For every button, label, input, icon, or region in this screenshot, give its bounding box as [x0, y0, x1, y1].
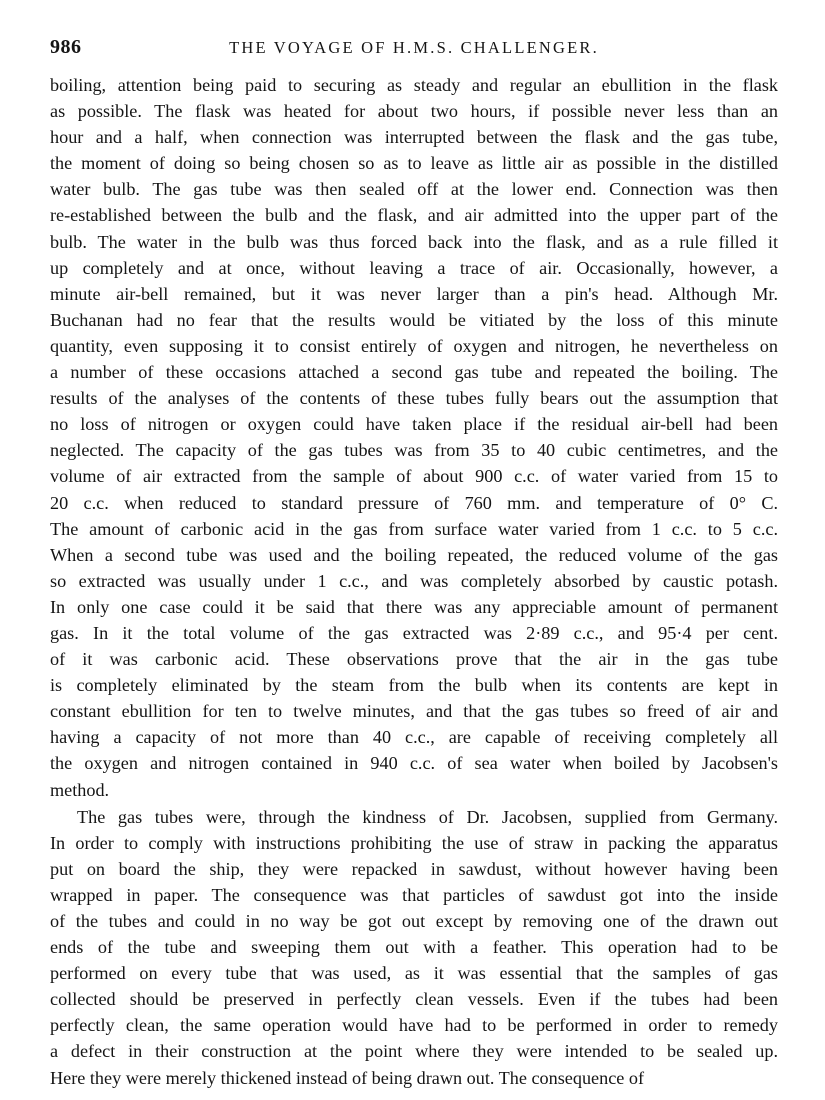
text-line: In order to comply with instructions prohibiting the use of straw in packing the apparatus	[50, 832, 778, 853]
text-line: When a second tube was used and the boiling repeated, the reduced volume of the gas	[50, 544, 778, 565]
text-line: water bulb. The gas tube was then sealed off at the lower end. Connection was then	[50, 179, 778, 200]
text-line: perfectly clean, the same operation would have had to be performed in order to remedy	[50, 1015, 778, 1036]
text-line: a defect in their construction at the point where they were intended to be sealed up.	[50, 1041, 778, 1062]
text-line: collected should be preserved in perfectly clean vessels. Even if the tubes had been	[50, 989, 778, 1010]
text-line: re-established between the bulb and the flask, and air admitted into the upper part of the	[50, 205, 778, 226]
text-line: Here they were merely thickened instead of being drawn out. The consequence of	[50, 1067, 645, 1088]
text-line: so extracted was usually under 1 c.c., and was completely absorbed by caustic potash.	[50, 570, 778, 591]
text-line: Buchanan had no fear that the results would be vitiated by the loss of this minute	[50, 309, 778, 330]
running-head	[50, 36, 778, 60]
text-line: of it was carbonic acid. These observations prove that the air in the gas tube	[50, 649, 778, 670]
text-line: performed on every tube that was used, as it was essential that the samples of gas	[50, 963, 778, 984]
text-line: is completely eliminated by the steam from the bulb when its contents are kept in	[50, 675, 778, 696]
text-line: no loss of nitrogen or oxygen could have taken place if the residual air-bell had been	[50, 414, 778, 435]
text-line: wrapped in paper. The consequence was that particles of sawdust got into the inside	[50, 884, 778, 905]
text-line: 20 c.c. when reduced to standard pressure of 760 mm. and temperature of 0° C.	[50, 492, 778, 513]
text-line: gas. In it the total volume of the gas extracted was 2·89 c.c., and 95·4 per cent.	[50, 622, 778, 643]
text-line: up completely and at once, without leaving a trace of air. Occasionally, however, a	[50, 257, 778, 278]
text-line: the oxygen and nitrogen contained in 940 c.c. of sea water when boiled by Jacobsen's	[50, 753, 778, 774]
text-line: put on board the ship, they were repacked in sawdust, without however having been	[50, 858, 778, 879]
text-line: volume of air extracted from the sample of about 900 c.c. of water varied from 15 to	[50, 466, 778, 487]
text-line: bulb. The water in the bulb was thus forced back into the flask, and as a rule filled it	[50, 231, 778, 252]
text-line: constant ebullition for ten to twelve minutes, and that the gas tubes so freed of air and	[50, 701, 778, 722]
text-line: hour and a half, when connection was interrupted between the flask and the gas tube,	[50, 127, 778, 148]
text-line: The amount of carbonic acid in the gas from surface water varied from 1 c.c. to 5 c.c.	[50, 518, 778, 539]
text-line: boiling, attention being paid to securing as steady and regular an ebullition in the flask	[50, 75, 778, 95]
text-line: having a capacity of not more than 40 c.c., are capable of receiving completely all	[50, 727, 778, 748]
text-line: minute air-bell remained, but it was never larger than a pin's head. Although Mr.	[50, 283, 778, 304]
text-line: quantity, even supposing it to consist entirely of oxygen and nitrogen, he nevertheless on	[50, 335, 778, 356]
text-line: results of the analyses of the contents of these tubes fully bears out the assumption that	[50, 388, 778, 409]
text-line: as possible. The flask was heated for about two hours, if possible never less than an	[50, 101, 778, 122]
body-text	[50, 72, 778, 1091]
text-line: of the tubes and could in no way be got out except by removing one of the drawn out	[50, 911, 778, 931]
text-line: a number of these occasions attached a second gas tube and repeated the boiling. The	[50, 362, 778, 383]
paragraph	[50, 804, 778, 1091]
text-line: method.	[50, 779, 110, 800]
text-line: ends of the tube and sweeping them out with a feather. This operation had to be	[50, 937, 778, 958]
paragraph	[50, 72, 778, 803]
text-line: The gas tubes were, through the kindness of Dr. Jacobsen, supplied from Germany.	[77, 806, 778, 827]
running-title: THE VOYAGE OF H.M.S. CHALLENGER.	[229, 38, 599, 57]
page-number: 986	[50, 36, 82, 58]
text-line: neglected. The capacity of the gas tubes was from 35 to 40 cubic centimetres, and the	[50, 440, 778, 461]
text-line: In only one case could it be said that there was any appreciable amount of permanent	[50, 596, 778, 617]
text-line: the moment of doing so being chosen so as to leave as little air as possible in the distilled	[50, 153, 778, 174]
